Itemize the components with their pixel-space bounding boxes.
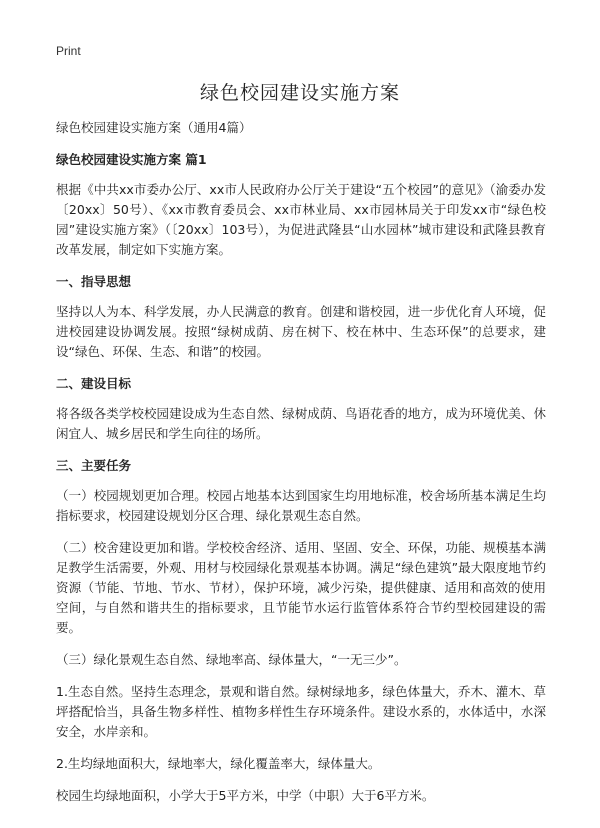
task-paragraph-2: （二）校舍建设更加和谐。学校校舍经济、适用、坚固、安全、环保，功能、规模基本满足教学生活需要，外观、用材与校园绿化景观基本协调。满足“绿色建筑”最大限度地节约资源（节能、节地、节水、节材），保护环境，减少污染，提供健康、适用和高效的使用空间，与自然和谐共生的指标要求，且节能节水运行监管体系符合节约型校园建设的需要。 bbox=[56, 540, 546, 635]
section-title: 绿色校园建设实施方案 篇1 bbox=[56, 152, 207, 167]
numbered-item-2: 2.生均绿地面积大，绿地率大，绿化覆盖率大，绿体量大。 bbox=[56, 756, 381, 771]
green-area-paragraph: 校园生均绿地面积，小学大于5平方米，中学（中职）大于6平方米。 bbox=[56, 788, 435, 803]
paragraph-construction-goal: 将各级各类学校校园建设成为生态自然、绿树成荫、鸟语花香的地方，成为环境优美、休闲宜人、城乡居民和学生向往的场所。 bbox=[56, 406, 546, 441]
task-paragraph-3: （三）绿化景观生态自然、绿地率高、绿体量大，“一无三少”。 bbox=[56, 652, 407, 667]
heading-construction-goal: 二、建设目标 bbox=[56, 376, 132, 391]
print-label: Print bbox=[56, 44, 81, 58]
heading-main-tasks: 三、主要任务 bbox=[56, 458, 132, 473]
document-body bbox=[56, 118, 546, 818]
paragraph-guiding-ideology: 坚持以人为本、科学发展，办人民满意的教育。创建和谐校园，进一步优化育人环境，促进校园建设协调发展。按照“绿树成荫、房在树下、校在林中、生态环保”的总要求，建设“绿色、环保、生态、和谐”的校园。 bbox=[56, 304, 546, 359]
intro-paragraph: 根据《中共xx市委办公厅、xx市人民政府办公厅关于建设“五个校园”的意见》（渝委办发〔20xx〕50号）、《xx市教育委员会、xx市林业局、xx市园林局关于印发xx市“绿色校园”建设实施方案》（〔20xx〕103号），为促进武隆县“山水园林”城市建设和武隆县教育改革发展，制定如下实施方案。 bbox=[56, 182, 546, 257]
document-title: 绿色校园建设实施方案 bbox=[199, 82, 400, 104]
document-subtitle: 绿色校园建设实施方案（通用4篇） bbox=[56, 120, 252, 135]
task-paragraph-1: （一）校园规划更加合理。校园占地基本达到国家生均用地标准，校舍场所基本满足生均指标要求，校园建设规划分区合理、绿化景观生态自然。 bbox=[56, 488, 546, 523]
heading-guiding-ideology: 一、指导思想 bbox=[56, 274, 132, 289]
numbered-item-1: 1.生态自然。坚持生态理念，景观和谐自然。绿树绿地多，绿色体量大，乔木、灌木、草坪搭配恰当，具备生物多样性、植物多样性生存环境条件。建设水系的，水体适中，水深安全，水岸亲和。 bbox=[56, 684, 546, 739]
